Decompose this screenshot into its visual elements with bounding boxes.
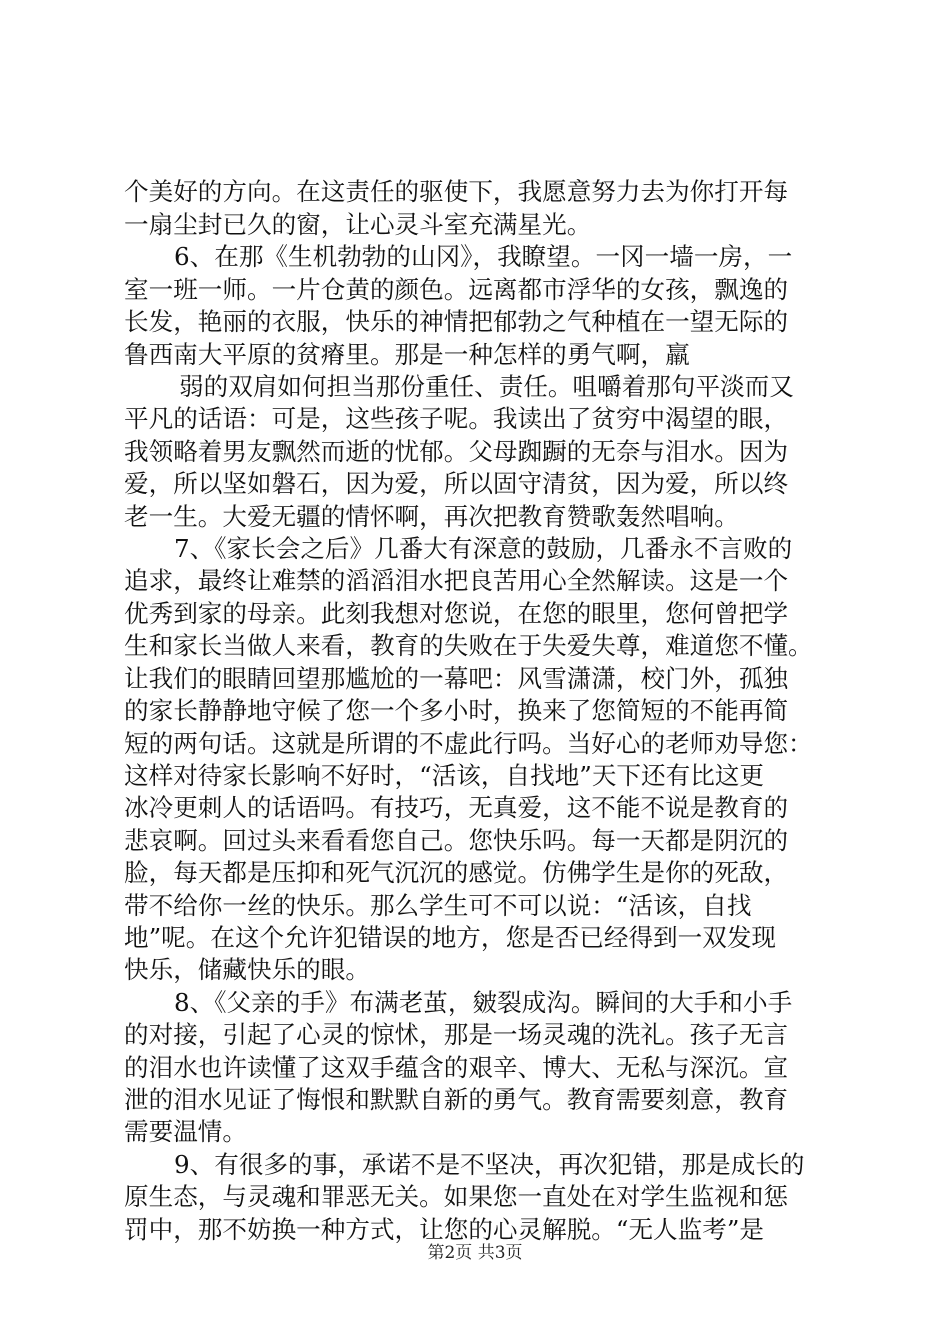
text-line: 的泪水也许读懂了这双手蕴含的艰辛、博大、无私与深沉。宣: [124, 1053, 789, 1082]
text-line: 悲哀啊。回过头来看看您自己。您快乐吗。每一天都是阴沉的: [124, 826, 789, 855]
text-line: 个美好的方向。在这责任的驱使下，我愿意努力去为你打开每: [124, 177, 789, 206]
text-line: 短的两句话。这就是所谓的不虚此行吗。当好心的老师劝导您：: [124, 729, 813, 758]
text-line: 弱的双肩如何担当那份重任、责任。咀嚼着那句平淡而又: [179, 372, 794, 401]
text-line: 长发，艳丽的衣服，快乐的神情把郁勃之气种植在一望无际的: [124, 307, 789, 336]
text-line: 原生态，与灵魂和罪恶无关。如果您一直处在对学生监视和惩: [124, 1182, 789, 1211]
text-line: 6、在那《生机勃勃的山冈》，我瞭望。一冈一墙一房，一: [174, 242, 793, 271]
text-line: 的家长静静地守候了您一个多小时，换来了您简短的不能再简: [124, 696, 789, 725]
text-line: 让我们的眼睛回望那尴尬的一幕吧：风雪潇潇，校门外，孤独: [124, 664, 789, 693]
text-line: 爱，所以坚如磐石，因为爱，所以固守清贫，因为爱，所以终: [124, 469, 789, 498]
text-line: 9、有很多的事，承诺不是不坚决，再次犯错，那是成长的: [174, 1150, 805, 1179]
text-line: 优秀到家的母亲。此刻我想对您说，在您的眼里，您何曾把学: [124, 599, 789, 628]
text-line: 罚中，那不妨换一种方式，让您的心灵解脱。“无人监考”是: [124, 1215, 764, 1244]
text-line: 追求，最终让难禁的滔滔泪水把良苦用心全然解读。这是一个: [124, 566, 789, 595]
text-line: 泄的泪水见证了悔恨和默默自新的勇气。教育需要刻意，教育: [124, 1085, 789, 1114]
text-line: 快乐，储藏快乐的眼。: [124, 955, 370, 984]
text-line: 冰冷更刺人的话语吗。有技巧，无真爱，这不能不说是教育的: [124, 793, 789, 822]
text-line: 鲁西南大平原的贫瘠里。那是一种怎样的勇气啊，羸: [124, 340, 690, 369]
text-line: 7、《家长会之后》几番大有深意的鼓励，几番永不言败的: [174, 534, 793, 563]
text-line: 室一班一师。一片仓黄的颜色。远离都市浮华的女孩，飘逸的: [124, 275, 789, 304]
page-number-footer: 第2页 共3页: [427, 1243, 523, 1263]
text-line: 脸，每天都是压抑和死气沉沉的感觉。仿佛学生是你的死敌，: [124, 858, 789, 887]
text-line: 这样对待家长影响不好时，“活该，自找地”天下还有比这更: [124, 761, 764, 790]
text-line: 我领略着男友飘然而逝的忧郁。父母踟蹰的无奈与泪水。因为: [124, 437, 789, 466]
text-line: 地”呢。在这个允许犯错误的地方，您是否已经得到一双发现: [124, 923, 777, 952]
text-line: 的对接，引起了心灵的惊怵，那是一场灵魂的洗礼。孩子无言: [124, 1020, 789, 1049]
text-line: 一扇尘封已久的窗，让心灵斗室充满星光。: [124, 210, 592, 239]
text-line: 老一生。大爱无疆的情怀啊，再次把教育赞歌轰然唱响。: [124, 502, 739, 531]
text-line: 8、《父亲的手》布满老茧，皴裂成沟。瞬间的大手和小手: [174, 988, 793, 1017]
text-line: 带不给你一丝的快乐。那么学生可不可以说：“活该，自找: [124, 891, 752, 920]
text-line: 平凡的话语：可是，这些孩子呢。我读出了贫穷中渴望的眼，: [124, 404, 789, 433]
text-line: 需要温情。: [124, 1117, 247, 1146]
text-line: 生和家长当做人来看，教育的失败在于失爱失尊，难道您不懂。: [124, 631, 813, 660]
